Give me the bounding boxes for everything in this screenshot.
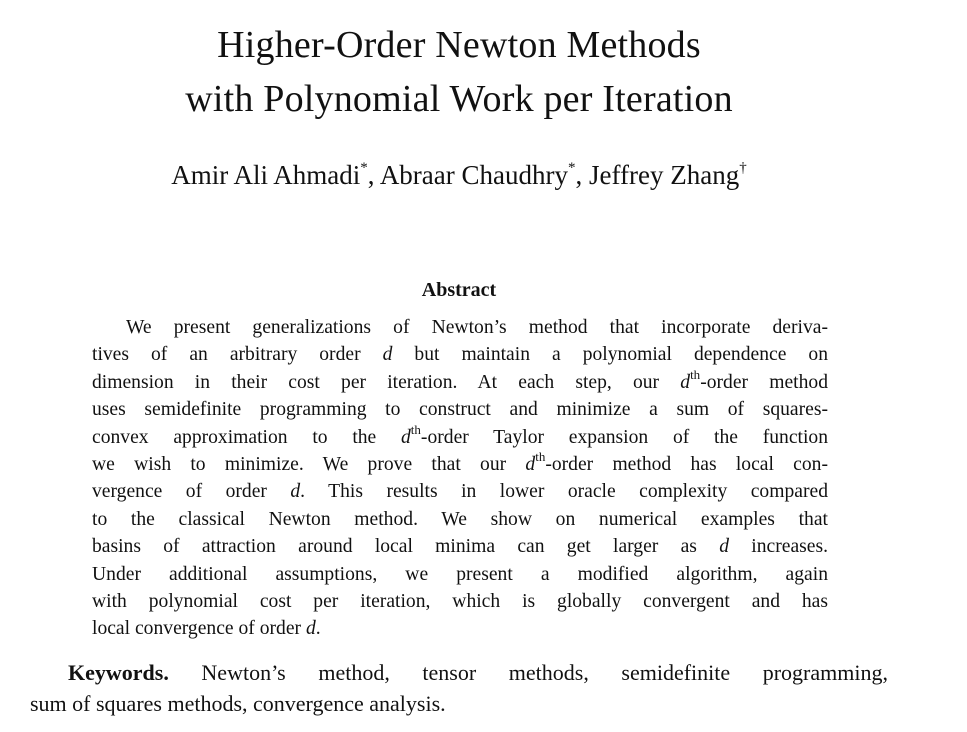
abstract-text: to the classical Newton method. We show on numerical examples that (92, 508, 828, 530)
abstract-line (92, 615, 828, 642)
abstract-heading: Abstract (421, 279, 497, 301)
paper-title (0, 18, 918, 126)
abstract-line (92, 448, 828, 478)
abstract-text: vergence of order (92, 481, 291, 503)
abstract-body (92, 314, 828, 643)
abstract-text: we wish to minimize. We prove that our (92, 454, 526, 476)
math-variable: d (719, 536, 730, 558)
abstract-text: uses semidefinite programming to construct and minimize a sum of squares- (92, 399, 828, 421)
abstract-text: Under additional assumptions, we present a modified algorithm, again (92, 563, 828, 585)
math-variable: d (290, 481, 301, 503)
keywords-line-1 (30, 657, 888, 688)
abstract-text: basins of attraction around local minima can get larger as (92, 536, 720, 558)
math-variable: d (401, 426, 411, 448)
keywords-line-2: sum of squares methods, convergence analysis. (30, 691, 446, 716)
author-name: Abraar Chaudhry (379, 160, 568, 190)
math-variable: d (382, 344, 393, 366)
abstract-text: but maintain a polynomial dependence on (392, 344, 829, 366)
superscript: th (535, 448, 546, 464)
abstract-line (92, 314, 828, 341)
math-variable: d (680, 371, 691, 393)
abstract-text: increases. (729, 536, 828, 558)
author-affiliation-mark: * (360, 160, 368, 176)
abstract-text: We present generalizations of Newton’s method that incorporate deriva- (126, 317, 828, 338)
keywords-section (30, 657, 888, 719)
math-variable: d (525, 454, 536, 476)
author-separator: , (575, 160, 589, 190)
abstract-line (92, 366, 828, 396)
author-separator: , (367, 160, 380, 190)
author-affiliation-mark: * (568, 160, 576, 176)
author-name: Jeffrey Zhang (589, 160, 740, 190)
author-list (0, 157, 918, 193)
abstract-text: tives of an arbitrary order (92, 344, 383, 366)
author-affiliation-mark: † (739, 160, 747, 176)
abstract-line (92, 396, 828, 423)
keywords-label: Keywords. (68, 660, 169, 685)
abstract-line (92, 506, 828, 533)
abstract-text: . This results in lower oracle complexity compared (300, 481, 828, 503)
abstract-text: convex approximation to the (92, 426, 401, 448)
abstract-text: -order method has local con- (545, 454, 828, 476)
abstract-line (92, 533, 828, 560)
keywords-text-1: Newton’s method, tensor methods, semidefinite programming, (168, 660, 888, 685)
title-line-2: with Polynomial Work per Iteration (185, 78, 733, 120)
math-variable: d (305, 618, 316, 640)
abstract-line (92, 341, 828, 368)
abstract-line (92, 421, 828, 451)
abstract-text: -order method (700, 371, 828, 393)
superscript: th (690, 366, 701, 382)
abstract-line (92, 561, 828, 588)
author-name: Amir Ali Ahmadi (171, 160, 361, 190)
abstract-line (92, 588, 828, 615)
abstract-text: -order Taylor expansion of the function (420, 426, 828, 448)
abstract-text: local convergence of order (92, 618, 306, 640)
abstract-text: . (315, 618, 321, 640)
abstract-text: with polynomial cost per iteration, which is globally convergent and has (92, 591, 828, 613)
superscript: th (410, 421, 421, 437)
title-line-1: Higher-Order Newton Methods (217, 24, 701, 66)
abstract-text: dimension in their cost per iteration. At each step, our (92, 371, 681, 393)
abstract-line (92, 478, 828, 505)
